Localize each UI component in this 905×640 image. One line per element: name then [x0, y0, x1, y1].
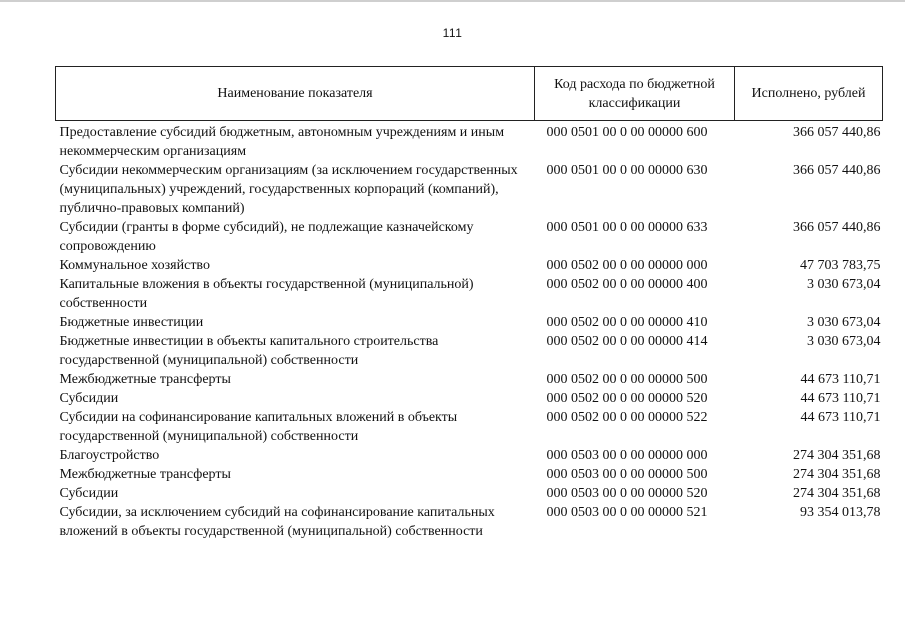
- page-number: 111: [442, 26, 463, 40]
- row-indicator-name: Межбюджетные трансферты: [59, 372, 231, 387]
- row-executed-amount: 274 304 351,68: [793, 486, 881, 501]
- row-budget-code: 000 0502 00 0 00 00000 522: [546, 410, 708, 425]
- row-budget-code: 000 0503 00 0 00 00000 520: [546, 486, 708, 501]
- row-executed-amount: 44 673 110,71: [800, 372, 881, 387]
- table-row: [56, 161, 883, 218]
- header-row: [56, 67, 883, 121]
- row-indicator-name: Предоставление субсидий бюджетным, автономным учреждениям и иным некоммерческим организациям: [59, 125, 505, 159]
- row-budget-code: 000 0501 00 0 00 00000 633: [546, 220, 708, 235]
- row-executed-amount: 366 057 440,86: [793, 125, 881, 140]
- header-indicator-name: Наименование показателя: [56, 67, 535, 121]
- row-budget-code: 000 0503 00 0 00 00000 000: [546, 448, 708, 463]
- header-budget-code: Код расхода по бюджетной классификации: [535, 67, 735, 121]
- row-budget-code: 000 0503 00 0 00 00000 521: [546, 505, 708, 520]
- row-executed-amount: 274 304 351,68: [793, 467, 881, 482]
- row-budget-code: 000 0502 00 0 00 00000 500: [546, 372, 708, 387]
- row-budget-code: 000 0502 00 0 00 00000 410: [546, 315, 708, 330]
- row-budget-code: 000 0502 00 0 00 00000 414: [546, 334, 708, 349]
- table-row: [56, 389, 883, 408]
- table-row: [56, 370, 883, 389]
- table-row: [56, 408, 883, 446]
- table-row: [56, 484, 883, 503]
- row-budget-code: 000 0502 00 0 00 00000 000: [546, 258, 708, 273]
- row-budget-code: 000 0503 00 0 00 00000 500: [546, 467, 708, 482]
- table-row: [56, 218, 883, 256]
- row-indicator-name: Бюджетные инвестиции: [59, 315, 204, 330]
- row-indicator-name: Капитальные вложения в объекты государственной (муниципальной) собственности: [59, 277, 474, 311]
- table-row: [56, 256, 883, 275]
- row-executed-amount: 47 703 783,75: [800, 258, 881, 273]
- row-budget-code: 000 0501 00 0 00 00000 630: [546, 163, 708, 178]
- row-executed-amount: 44 673 110,71: [800, 391, 881, 406]
- row-indicator-name: Бюджетные инвестиции в объекты капитального строительства государственной (муниципальной) собственности: [59, 334, 439, 368]
- row-indicator-name: Субсидии на софинансирование капитальных вложений в объекты государственной (муниципальной) собственности: [59, 410, 458, 444]
- table-row: [56, 313, 883, 332]
- row-indicator-name: Субсидии: [59, 486, 119, 501]
- budget-execution-table: [55, 66, 883, 541]
- row-indicator-name: Субсидии (гранты в форме субсидий), не подлежащие казначейскому сопровождению: [59, 220, 474, 254]
- row-indicator-name: Коммунальное хозяйство: [59, 258, 210, 273]
- header-executed-amount: Исполнено, рублей: [735, 67, 883, 121]
- row-indicator-name: Благоустройство: [59, 448, 160, 463]
- row-executed-amount: 366 057 440,86: [793, 220, 881, 235]
- scan-top-edge: [0, 0, 905, 2]
- table-row: [56, 332, 883, 370]
- row-executed-amount: 3 030 673,04: [807, 334, 881, 349]
- row-executed-amount: 44 673 110,71: [800, 410, 881, 425]
- row-indicator-name: Субсидии, за исключением субсидий на софинансирование капитальных вложений в объекты государственной (муниципальной) собственности: [59, 505, 495, 539]
- row-budget-code: 000 0501 00 0 00 00000 600: [546, 125, 708, 140]
- table-row: [56, 121, 883, 162]
- table-body: [56, 121, 883, 542]
- row-executed-amount: 3 030 673,04: [807, 315, 881, 330]
- table-header: [56, 67, 883, 121]
- table-row: [56, 275, 883, 313]
- row-indicator-name: Межбюджетные трансферты: [59, 467, 231, 482]
- table-row: [56, 465, 883, 484]
- row-indicator-name: Субсидии некоммерческим организациям (за исключением государственных (муниципальных) учреждений, государственных корпораций (компаний), публично-правовых компаний): [59, 163, 518, 216]
- row-budget-code: 000 0502 00 0 00 00000 400: [546, 277, 708, 292]
- row-executed-amount: 366 057 440,86: [793, 163, 881, 178]
- table-row: [56, 503, 883, 541]
- row-budget-code: 000 0502 00 0 00 00000 520: [546, 391, 708, 406]
- row-executed-amount: 93 354 013,78: [800, 505, 881, 520]
- row-executed-amount: 274 304 351,68: [793, 448, 881, 463]
- row-indicator-name: Субсидии: [59, 391, 119, 406]
- table-row: [56, 446, 883, 465]
- row-executed-amount: 3 030 673,04: [807, 277, 881, 292]
